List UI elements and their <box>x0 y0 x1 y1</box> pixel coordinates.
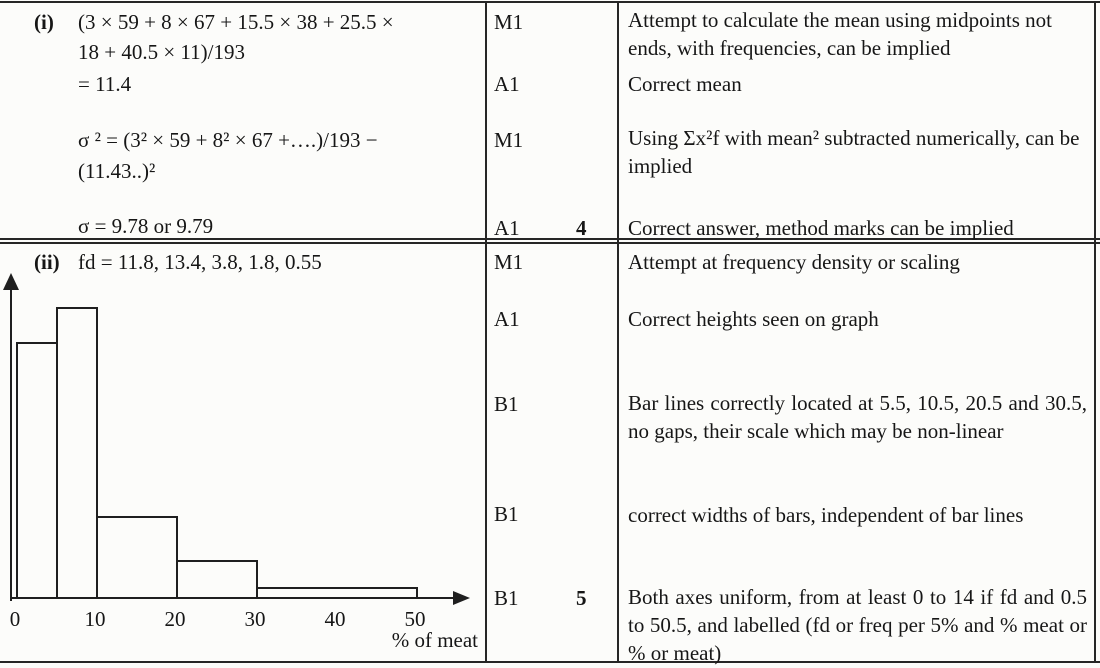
working-variance-line-1: σ ² = (3² × 59 + 8² × 67 +….)/193 − <box>78 128 378 152</box>
mark-code: A1 <box>494 72 520 96</box>
column-divider-marks-comments <box>617 2 619 662</box>
x-axis-arrow-icon <box>453 591 470 605</box>
working-mean-result: = 11.4 <box>78 72 132 96</box>
row-total-marks: 5 <box>576 586 587 610</box>
working-mean-line-1: (3 × 59 + 8 × 67 + 15.5 × 38 + 25.5 × <box>78 10 394 34</box>
comment: Correct heights seen on graph <box>628 307 879 331</box>
comment: Both axes uniform, from at least 0 to 14 if fd and 0.5 to 50.5, and labelled (fd or freq per 5% and % meat or % or meat) <box>628 585 1087 665</box>
comment: Correct mean <box>628 72 742 96</box>
mark-code: B1 <box>494 586 519 610</box>
row-separator-line-2 <box>0 242 1100 244</box>
x-tick-label: 30 <box>244 607 266 631</box>
mark-code: B1 <box>494 392 519 416</box>
x-tick-label: 0 <box>9 607 21 631</box>
x-tick-label: 40 <box>324 607 346 631</box>
working-fd-values: fd = 11.8, 13.4, 3.8, 1.8, 0.55 <box>78 250 322 274</box>
mark-code: M1 <box>494 10 524 34</box>
mark-code: A1 <box>494 216 520 240</box>
part-label-ii: (ii) <box>34 250 60 274</box>
working-sigma-result: σ = 9.78 or 9.79 <box>78 214 214 238</box>
table-right-border <box>1094 2 1096 662</box>
column-divider-working-marks <box>485 2 487 662</box>
comment: Using Σx²f with mean² subtracted numerically, can be implied <box>628 126 1080 178</box>
histogram-bar <box>176 560 258 599</box>
x-tick-label: 50 <box>404 607 426 631</box>
x-tick-label: 10 <box>84 607 106 631</box>
comment: Correct answer, method marks can be implied <box>628 216 1014 240</box>
mark-code: B1 <box>494 502 519 526</box>
histogram-bar <box>96 516 178 599</box>
working-mean-line-2: 18 + 40.5 × 11)/193 <box>78 40 245 64</box>
table-top-border <box>0 1 1100 3</box>
y-axis <box>10 288 12 601</box>
comment: correct widths of bars, independent of bar lines <box>628 503 1024 527</box>
mark-code: M1 <box>494 250 524 274</box>
row-total-marks: 4 <box>576 216 587 240</box>
mark-code: A1 <box>494 307 520 331</box>
x-axis-label: % of meat <box>391 628 478 652</box>
comment: Attempt to calculate the mean using midpoints not ends, with frequencies, can be implied <box>628 8 1052 60</box>
histogram-bar <box>16 342 58 599</box>
comment: Bar lines correctly located at 5.5, 10.5, 20.5 and 30.5, no gaps, their scale which may be non-linear <box>628 391 1087 443</box>
part-label-i: (i) <box>34 10 54 34</box>
histogram <box>0 270 485 668</box>
x-tick-label: 20 <box>164 607 186 631</box>
comment: Attempt at frequency density or scaling <box>628 250 960 274</box>
mark-code: M1 <box>494 128 524 152</box>
working-variance-line-2: (11.43..)² <box>78 159 156 183</box>
histogram-bar <box>256 587 418 599</box>
histogram-bar <box>56 307 98 599</box>
